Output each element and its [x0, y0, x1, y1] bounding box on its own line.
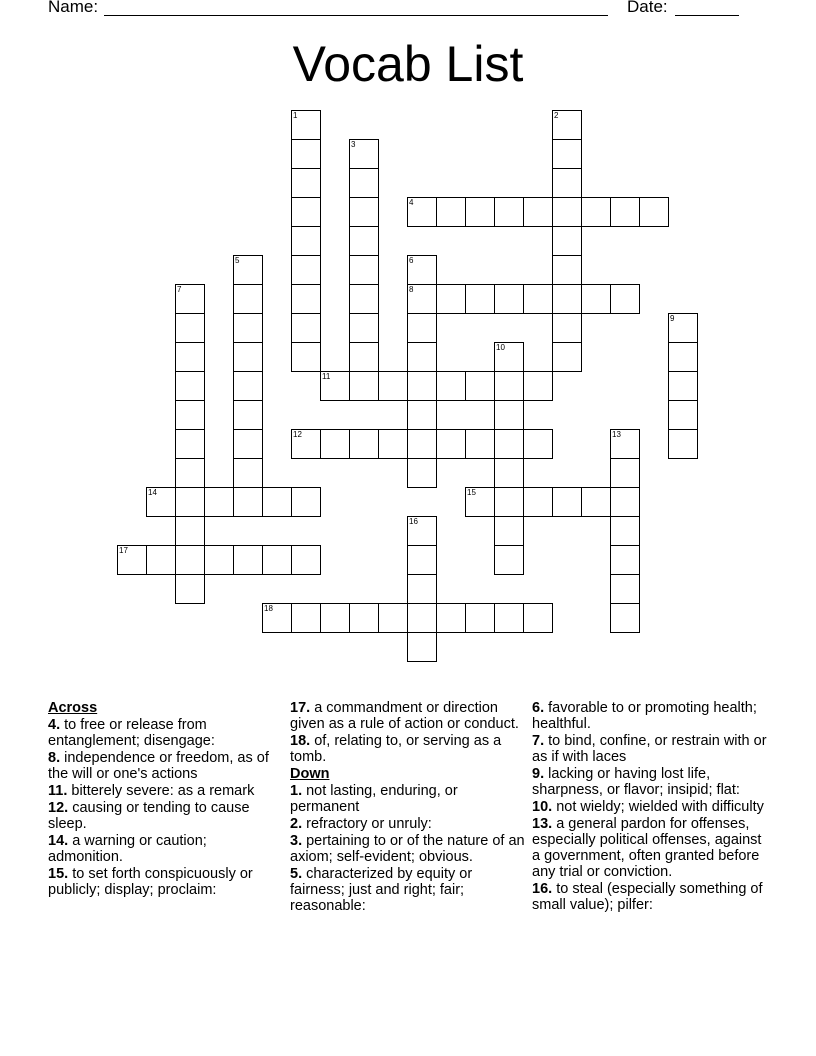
clue-number: 18	[264, 604, 273, 613]
crossword-cell[interactable]	[581, 487, 611, 517]
crossword-cell[interactable]	[494, 197, 524, 227]
crossword-cell[interactable]	[581, 197, 611, 227]
crossword-cell[interactable]	[407, 197, 437, 227]
clue-item-number: 4.	[48, 717, 61, 733]
crossword-cell[interactable]	[349, 313, 379, 343]
crossword-cell[interactable]	[668, 400, 698, 430]
clue-item-number: 6.	[532, 700, 545, 716]
crossword-cell[interactable]	[407, 429, 437, 459]
clue-item-number: 15.	[48, 866, 69, 882]
clue-item-number: 16.	[532, 881, 553, 897]
clue-number: 5	[235, 256, 240, 265]
crossword-cell[interactable]	[552, 226, 582, 256]
clue-item-text: bitterely severe: as a remark	[67, 783, 255, 799]
crossword-cell[interactable]	[494, 429, 524, 459]
clue-item-text: a general pardon for offenses, especially political offenses, against a government, often granted before any trial or conviction.	[532, 816, 762, 880]
crossword-cell[interactable]	[465, 284, 495, 314]
crossword-cell[interactable]	[610, 487, 640, 517]
clue-item-text: not wieldy; wielded with difficulty	[552, 799, 764, 815]
crossword-cell[interactable]	[610, 197, 640, 227]
clues-column-3	[532, 700, 768, 914]
crossword-cell[interactable]	[291, 255, 321, 285]
name-label: Name:	[48, 0, 99, 16]
crossword-cell[interactable]	[407, 603, 437, 633]
crossword-cell[interactable]	[465, 197, 495, 227]
clue-item-text: pertaining to or of the nature of an axiom; self-evident; obvious.	[290, 833, 525, 865]
crossword-cell[interactable]	[175, 342, 205, 372]
crossword-cell[interactable]	[494, 400, 524, 430]
crossword-cell[interactable]	[407, 574, 437, 604]
clue-number: 9	[670, 314, 675, 323]
clue-number: 4	[409, 198, 414, 207]
clue-item-text: a warning or caution; admonition.	[48, 833, 207, 865]
clue-item	[532, 766, 768, 798]
crossword-cell[interactable]	[494, 487, 524, 517]
crossword-cell[interactable]	[407, 458, 437, 488]
crossword-cell[interactable]	[465, 487, 495, 517]
clue-number: 11	[322, 372, 331, 381]
crossword-cell[interactable]	[552, 168, 582, 198]
clues-column-2	[290, 700, 526, 915]
clue-item	[532, 881, 768, 913]
crossword-cell[interactable]	[291, 110, 321, 140]
across-heading: Across	[48, 700, 98, 716]
clue-item-number: 8.	[48, 750, 61, 766]
crossword-cell[interactable]	[349, 139, 379, 169]
clue-item	[532, 700, 768, 732]
crossword-cell[interactable]	[175, 400, 205, 430]
crossword-cell[interactable]	[610, 284, 640, 314]
crossword-cell[interactable]	[436, 197, 466, 227]
clue-item	[48, 800, 284, 832]
clue-item-text: of, relating to, or serving as a tomb.	[290, 733, 502, 765]
crossword-cell[interactable]	[175, 429, 205, 459]
crossword-cell[interactable]	[610, 429, 640, 459]
crossword-cell[interactable]	[610, 516, 640, 546]
crossword-cell[interactable]	[349, 371, 379, 401]
crossword-cell[interactable]	[291, 487, 321, 517]
clue-item-number: 18.	[290, 733, 311, 749]
crossword-cell[interactable]	[465, 603, 495, 633]
crossword-cell[interactable]	[436, 371, 466, 401]
clue-item-number: 5.	[290, 866, 303, 882]
clue-item-number: 11.	[48, 783, 68, 799]
crossword-cell[interactable]	[610, 574, 640, 604]
crossword-cell[interactable]	[233, 487, 263, 517]
clue-number: 2	[554, 111, 559, 120]
crossword-cell[interactable]	[349, 284, 379, 314]
crossword-cell[interactable]	[494, 458, 524, 488]
clue-item-text: to steal (especially something of small value); pilfer:	[532, 881, 763, 913]
crossword-cell[interactable]	[291, 603, 321, 633]
crossword-cell[interactable]	[523, 284, 553, 314]
clue-item-number: 13.	[532, 816, 553, 832]
clue-item-text: to bind, confine, or restrain with or as if with laces	[532, 733, 767, 765]
crossword-cell[interactable]	[349, 226, 379, 256]
crossword-cell[interactable]	[552, 255, 582, 285]
crossword-cell[interactable]	[552, 139, 582, 169]
crossword-cell[interactable]	[320, 429, 350, 459]
crossword-cell[interactable]	[233, 545, 263, 575]
crossword-cell[interactable]	[175, 313, 205, 343]
crossword-cell[interactable]	[552, 110, 582, 140]
crossword-cell[interactable]	[523, 603, 553, 633]
crossword-cell[interactable]	[407, 371, 437, 401]
clue-item-text: a commandment or direction given as a rule of action or conduct.	[290, 700, 519, 732]
clue-number: 14	[148, 488, 157, 497]
crossword-cell[interactable]	[233, 313, 263, 343]
crossword-cell[interactable]	[407, 545, 437, 575]
crossword-cell[interactable]	[552, 313, 582, 343]
crossword-cell[interactable]	[175, 574, 205, 604]
crossword-cell[interactable]	[494, 603, 524, 633]
crossword-cell[interactable]	[262, 545, 292, 575]
crossword-cell[interactable]	[291, 197, 321, 227]
crossword-cell[interactable]	[523, 197, 553, 227]
crossword-cell[interactable]	[668, 342, 698, 372]
clue-number: 10	[496, 343, 505, 352]
crossword-cell[interactable]	[117, 545, 147, 575]
crossword-cell[interactable]	[610, 458, 640, 488]
clue-item-number: 1.	[290, 783, 303, 799]
clue-item-number: 9.	[532, 766, 545, 782]
crossword-cell[interactable]	[668, 313, 698, 343]
crossword-cell[interactable]	[349, 168, 379, 198]
crossword-cell[interactable]	[436, 284, 466, 314]
clue-item-text: refractory or unruly:	[302, 816, 432, 832]
crossword-cell[interactable]	[407, 632, 437, 662]
down-clue-list	[290, 783, 526, 914]
clue-item-number: 12.	[48, 800, 69, 816]
crossword-cell[interactable]	[175, 545, 205, 575]
crossword-cell[interactable]	[175, 284, 205, 314]
crossword-cell[interactable]	[291, 226, 321, 256]
clue-number: 17	[119, 546, 128, 555]
clue-item	[532, 799, 768, 815]
crossword-cell[interactable]	[349, 197, 379, 227]
crossword-cell[interactable]	[668, 429, 698, 459]
clue-item	[290, 866, 526, 914]
crossword-cell[interactable]	[320, 603, 350, 633]
clue-item-text: causing or tending to cause sleep.	[48, 800, 250, 832]
crossword-cell[interactable]	[494, 371, 524, 401]
crossword-cell[interactable]	[378, 429, 408, 459]
clue-item-number: 7.	[532, 733, 545, 749]
clue-item-text: characterized by equity or fairness; just and right; fair; reasonable:	[290, 866, 473, 914]
clue-item	[290, 783, 526, 815]
clue-item-number: 3.	[290, 833, 303, 849]
clue-item-text: independence or freedom, as of the will or one's actions	[48, 750, 269, 782]
clue-item-number: 10.	[532, 799, 553, 815]
clue-item	[48, 750, 284, 782]
crossword-cell[interactable]	[639, 197, 669, 227]
clue-item	[48, 717, 284, 749]
clue-item-number: 14.	[48, 833, 69, 849]
crossword-cell[interactable]	[262, 487, 292, 517]
crossword-cell[interactable]	[407, 516, 437, 546]
crossword-cell[interactable]	[378, 371, 408, 401]
crossword-cell[interactable]	[407, 255, 437, 285]
clue-number: 16	[409, 517, 418, 526]
clue-item-text: not lasting, enduring, or permanent	[290, 783, 458, 815]
crossword-cell[interactable]	[436, 603, 466, 633]
crossword-cell[interactable]	[204, 545, 234, 575]
crossword-cell[interactable]	[175, 516, 205, 546]
clue-item	[290, 700, 526, 732]
crossword-cell[interactable]	[349, 603, 379, 633]
crossword-cell[interactable]	[146, 487, 176, 517]
clue-item	[48, 783, 284, 799]
crossword-cell[interactable]	[349, 429, 379, 459]
crossword-cell[interactable]	[378, 603, 408, 633]
crossword-cell[interactable]	[291, 139, 321, 169]
clue-number: 3	[351, 140, 356, 149]
crossword-cell[interactable]	[291, 545, 321, 575]
crossword-cell[interactable]	[552, 342, 582, 372]
crossword-cell[interactable]	[610, 545, 640, 575]
clue-item	[532, 816, 768, 880]
crossword-cell[interactable]	[349, 255, 379, 285]
clue-item	[290, 833, 526, 865]
crossword-cell[interactable]	[494, 545, 524, 575]
crossword-cell[interactable]	[233, 429, 263, 459]
crossword-cell[interactable]	[523, 429, 553, 459]
clue-item	[290, 733, 526, 765]
crossword-cell[interactable]	[668, 371, 698, 401]
crossword-cell[interactable]	[320, 371, 350, 401]
crossword-cell[interactable]	[146, 545, 176, 575]
crossword-cell[interactable]	[175, 487, 205, 517]
crossword-cell[interactable]	[523, 371, 553, 401]
clue-item-number: 2.	[290, 816, 303, 832]
crossword-cell[interactable]	[233, 371, 263, 401]
down-heading: Down	[290, 766, 330, 782]
clue-number: 13	[612, 430, 621, 439]
crossword-cell[interactable]	[407, 284, 437, 314]
crossword-cell[interactable]	[291, 313, 321, 343]
crossword-cell[interactable]	[349, 342, 379, 372]
crossword-cell[interactable]	[407, 313, 437, 343]
crossword-cell[interactable]	[436, 429, 466, 459]
crossword-cell[interactable]	[494, 516, 524, 546]
crossword-cell[interactable]	[291, 284, 321, 314]
clue-item	[48, 866, 284, 898]
crossword-cell[interactable]	[465, 371, 495, 401]
crossword-cell[interactable]	[233, 284, 263, 314]
clue-item-number: 17.	[290, 700, 311, 716]
crossword-cell[interactable]	[204, 487, 234, 517]
crossword-cell[interactable]	[552, 197, 582, 227]
crossword-cell[interactable]	[233, 458, 263, 488]
crossword-cell[interactable]	[291, 168, 321, 198]
clue-number: 6	[409, 256, 414, 265]
crossword-cell[interactable]	[407, 400, 437, 430]
clue-number: 1	[293, 111, 298, 120]
crossword-cell[interactable]	[291, 342, 321, 372]
clues-column-1	[48, 700, 284, 899]
crossword-cell[interactable]	[233, 255, 263, 285]
clue-number: 12	[293, 430, 302, 439]
crossword-cell[interactable]	[233, 400, 263, 430]
crossword-cell[interactable]	[465, 429, 495, 459]
clue-item	[532, 733, 768, 765]
crossword-cell[interactable]	[233, 342, 263, 372]
clue-item-text: favorable to or promoting health; healthful.	[532, 700, 757, 732]
clue-number: 15	[467, 488, 476, 497]
crossword-cell[interactable]	[552, 487, 582, 517]
clue-number: 7	[177, 285, 182, 294]
clue-item-text: lacking or having lost life, sharpness, or flavor; insipid; flat:	[532, 766, 740, 798]
clue-item	[48, 833, 284, 865]
crossword-cell[interactable]	[407, 342, 437, 372]
across-clue-list-continued	[290, 700, 526, 765]
crossword-cell[interactable]	[291, 429, 321, 459]
crossword-cell[interactable]	[581, 284, 611, 314]
crossword-cell[interactable]	[610, 603, 640, 633]
page-title: Vocab List	[292, 36, 524, 92]
crossword-cell[interactable]	[523, 487, 553, 517]
crossword-cell[interactable]	[494, 284, 524, 314]
down-clue-list-continued	[532, 700, 768, 913]
clue-item-text: to set forth conspicuously or publicly; display; proclaim:	[48, 866, 253, 898]
crossword-cell[interactable]	[552, 284, 582, 314]
clue-number: 8	[409, 285, 414, 294]
clue-item-text: to free or release from entanglement; disengage:	[48, 717, 215, 749]
crossword-cell[interactable]	[262, 603, 292, 633]
clue-item	[290, 816, 526, 832]
date-label: Date:	[627, 0, 668, 16]
across-clue-list	[48, 717, 284, 898]
crossword-cell[interactable]	[494, 342, 524, 372]
crossword-cell[interactable]	[175, 458, 205, 488]
crossword-cell[interactable]	[175, 371, 205, 401]
